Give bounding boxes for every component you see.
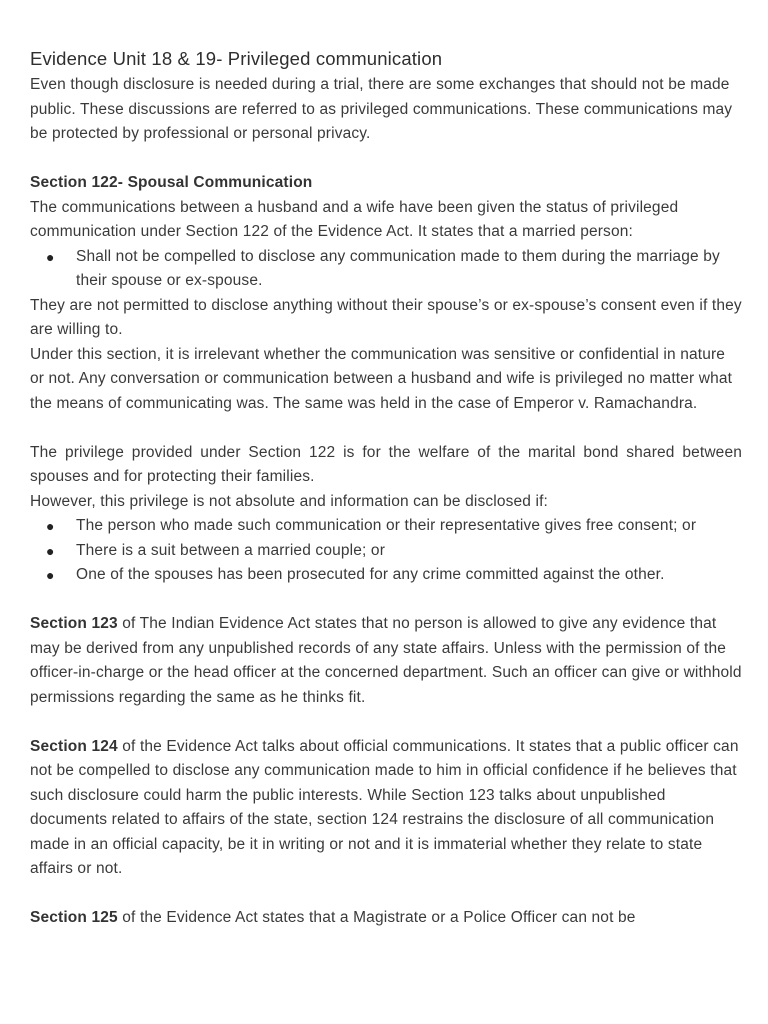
section-124-label: Section 124 [30, 737, 118, 755]
document-title: Evidence Unit 18 & 19- Privileged communication [30, 48, 443, 69]
section-122-paragraph-3: Under this section, it is irrelevant whether the communication was sensitive or confidential in nature or not. Any conversation or communication between a husband and wife is privileged no matter what the means of communicating was. The same was held in the case of Emperor v. Ramachandra. [30, 345, 733, 412]
section-122-paragraph-5: However, this privilege is not absolute and information can be disclosed if: [30, 492, 549, 510]
section-122-bullet-list [30, 245, 742, 294]
bullet-icon: ● [46, 567, 55, 583]
spacer [30, 416, 742, 441]
section-122-heading: Section 122- Spousal Communication [30, 174, 313, 191]
list-item-text: One of the spouses has been prosecuted for any crime committed against the other. [76, 566, 665, 583]
section-122-paragraph-1: The communications between a husband and a wife have been given the status of privileged communication under Section 122 of the Evidence Act. It states that a married person: [30, 198, 679, 240]
section-123-paragraph [30, 612, 742, 710]
list-item-text: There is a suit between a married couple; or [76, 541, 386, 559]
section-124-text: of the Evidence Act talks about official communications. It states that a public officer can not be compelled to disclose any communication made to him in official confidence if he believes that such disclosure could harm the public interests. While Section 123 talks about unpublished documents related to affairs of the state, section 124 restrains the disclosure of all communication made in an official capacity, be it in writing or not and it is immaterial whether they relate to state affairs or not. [30, 737, 739, 877]
spacer [30, 147, 742, 172]
spacer [30, 710, 742, 735]
spacer [30, 882, 742, 907]
list-item [30, 245, 742, 294]
bullet-icon: ● [46, 542, 55, 559]
bullet-icon: ● [46, 248, 55, 265]
section-122-exceptions-list [30, 514, 742, 588]
section-125-text: of the Evidence Act states that a Magistrate or a Police Officer can not be [117, 909, 636, 926]
list-item-text: The person who made such communication or their representative gives free consent; or [76, 517, 697, 534]
list-item [30, 514, 742, 539]
section-123-label: Section 123 [30, 615, 118, 632]
document-body [30, 46, 742, 931]
section-122-paragraph-2: They are not permitted to disclose anything without their spouse’s or ex-spouse’s consent even if they are willing to. [30, 296, 742, 338]
list-item-text: Shall not be compelled to disclose any communication made to them during the marriage by their spouse or ex-spouse. [76, 247, 720, 289]
list-item [30, 563, 742, 588]
section-125-label: Section 125 [30, 909, 118, 926]
section-124-paragraph [30, 735, 742, 882]
section-122-paragraph-4: The privilege provided under Section 122 is for the welfare of the marital bond shared between spouses and for protecting their families. [30, 443, 742, 485]
intro-paragraph: Even though disclosure is needed during a trial, there are some exchanges that should not be made public. These discussions are referred to as privileged communications. These communications may be protected by professional or personal privacy. [30, 76, 733, 142]
bullet-icon: ● [46, 518, 55, 534]
spacer [30, 588, 742, 613]
section-125-paragraph [30, 906, 742, 931]
list-item [30, 539, 742, 564]
section-123-text: of The Indian Evidence Act states that no person is allowed to give any evidence that may be derived from any unpublished records of any state affairs. Unless with the permission of the officer-in-charge or the head officer at the concerned department. Such an officer can give or withhold permissions regarding the same as he thinks fit. [30, 615, 742, 706]
